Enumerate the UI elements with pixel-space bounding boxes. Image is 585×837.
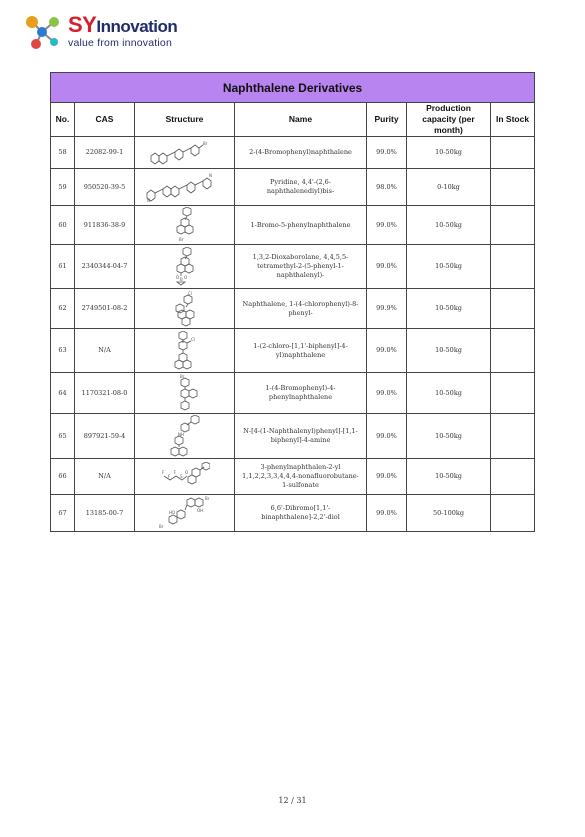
header-cas: CAS xyxy=(75,103,135,137)
row-no: 62 xyxy=(51,289,75,329)
row-purity: 99.0% xyxy=(367,459,407,495)
row-in-stock xyxy=(491,245,535,289)
svg-text:Cl: Cl xyxy=(187,290,192,296)
table-row xyxy=(51,245,535,289)
header-capacity: Production capacity (per month) xyxy=(407,103,491,137)
row-cas: 897921-59-4 xyxy=(75,414,135,459)
row-cas: 2340344-04-7 xyxy=(75,245,135,289)
svg-text:Br: Br xyxy=(178,237,183,242)
svg-text:Br: Br xyxy=(158,524,163,529)
svg-text:O: O xyxy=(175,274,179,280)
table-row xyxy=(51,495,535,532)
svg-text:Br: Br xyxy=(202,140,207,146)
logo-tagline: value from innovation xyxy=(68,37,173,49)
row-capacity: 10-50kg xyxy=(407,137,491,169)
row-purity: 99.0% xyxy=(367,495,407,532)
row-purity: 99.0% xyxy=(367,245,407,289)
row-purity: 99.0% xyxy=(367,329,407,373)
logo-wordmark xyxy=(68,14,177,38)
row-in-stock xyxy=(491,206,535,245)
row-cas: 22082-99-1 xyxy=(75,137,135,169)
row-no: 66 xyxy=(51,459,75,495)
svg-text:Br: Br xyxy=(204,496,209,501)
row-capacity: 0-10kg xyxy=(407,169,491,206)
svg-text:HO: HO xyxy=(168,510,175,515)
row-capacity: 10-50kg xyxy=(407,414,491,459)
row-cas: N/A xyxy=(75,459,135,495)
row-purity: 99.0% xyxy=(367,414,407,459)
svg-text:Cl: Cl xyxy=(190,336,195,342)
svg-text:OH: OH xyxy=(196,508,203,513)
row-capacity: 10-50kg xyxy=(407,329,491,373)
row-capacity: 10-50kg xyxy=(407,373,491,414)
header-name: Name xyxy=(235,103,367,137)
svg-text:N: N xyxy=(146,198,150,203)
row-in-stock xyxy=(491,137,535,169)
svg-text:NH: NH xyxy=(177,432,184,437)
header-structure: Structure xyxy=(135,103,235,137)
row-no: 64 xyxy=(51,373,75,414)
row-name: 1-Bromo-5-phenylnaphthalene xyxy=(235,206,367,245)
row-structure xyxy=(135,495,235,532)
row-cas: 911836-38-9 xyxy=(75,206,135,245)
row-name: Pyridine, 4,4'-(2,6-naphthalenediyl)bis- xyxy=(235,169,367,206)
chlorophenyl-naphthalene-structure xyxy=(170,291,200,327)
row-no: 60 xyxy=(51,206,75,245)
product-table xyxy=(50,72,535,532)
row-cas: N/A xyxy=(75,329,135,373)
row-in-stock xyxy=(491,289,535,329)
boronate-ester-structure xyxy=(170,247,200,287)
svg-text:N: N xyxy=(208,173,212,178)
row-structure xyxy=(135,459,235,495)
row-name: 1-(2-chloro-[1,1'-biphenyl]-4-yl)naphthalene xyxy=(235,329,367,373)
row-no: 67 xyxy=(51,495,75,532)
row-no: 59 xyxy=(51,169,75,206)
row-structure xyxy=(135,245,235,289)
svg-text:F: F xyxy=(173,469,176,475)
company-logo xyxy=(22,12,192,52)
row-structure xyxy=(135,373,235,414)
row-in-stock xyxy=(491,414,535,459)
svg-text:S: S xyxy=(179,473,183,479)
svg-text:O: O xyxy=(183,274,187,280)
row-purity: 99.0% xyxy=(367,373,407,414)
row-purity: 98.0% xyxy=(367,169,407,206)
row-capacity: 10-50kg xyxy=(407,289,491,329)
row-structure xyxy=(135,329,235,373)
chlorobiphenyl-naphthalene-structure xyxy=(169,331,201,371)
bromophenyl-phenylnaphthalene-structure xyxy=(170,374,200,412)
svg-text:B: B xyxy=(179,276,183,282)
table-row xyxy=(51,137,535,169)
header-purity: Purity xyxy=(367,103,407,137)
row-purity: 99.0% xyxy=(367,206,407,245)
header-no: No. xyxy=(51,103,75,137)
bis-pyridyl-naphthalene-structure xyxy=(143,171,227,203)
logo-innovation: Innovation xyxy=(96,17,178,36)
table-row xyxy=(51,289,535,329)
row-name: Naphthalene, 1-(4-chlorophenyl)-8-phenyl- xyxy=(235,289,367,329)
table-row xyxy=(51,206,535,245)
naphthyl-bromophenyl-structure xyxy=(145,140,225,166)
naphthylphenyl-amine-structure xyxy=(165,415,205,457)
row-cas: 950520-39-5 xyxy=(75,169,135,206)
row-structure xyxy=(135,289,235,329)
row-purity: 99.9% xyxy=(367,289,407,329)
row-structure xyxy=(135,137,235,169)
table-row xyxy=(51,373,535,414)
header-in-stock: In Stock xyxy=(491,103,535,137)
row-name: 2-(4-Bromophenyl)naphthalene xyxy=(235,137,367,169)
row-in-stock xyxy=(491,459,535,495)
row-in-stock xyxy=(491,329,535,373)
row-capacity: 10-50kg xyxy=(407,245,491,289)
row-name: 1,3,2-Dioxaborolane, 4,4,5,5-tetramethyl-2-(5-phenyl-1-naphthalenyl)- xyxy=(235,245,367,289)
row-structure xyxy=(135,206,235,245)
row-no: 63 xyxy=(51,329,75,373)
table-title: Naphthalene Derivatives xyxy=(51,73,535,103)
table-row xyxy=(51,329,535,373)
bromo-phenylnaphthalene-structure xyxy=(170,207,200,243)
logo-molecule-icon xyxy=(22,12,62,52)
svg-text:F: F xyxy=(167,473,170,479)
row-structure xyxy=(135,169,235,206)
row-cas: 13185-00-7 xyxy=(75,495,135,532)
row-in-stock xyxy=(491,495,535,532)
row-cas: 2749501-08-2 xyxy=(75,289,135,329)
row-name: N-[4-(1-Naphthalenyl)phenyl]-[1,1-biphenyl]-4-amine xyxy=(235,414,367,459)
row-cas: 1170321-08-0 xyxy=(75,373,135,414)
nonaflate-structure xyxy=(160,462,210,492)
row-capacity: 10-50kg xyxy=(407,206,491,245)
row-in-stock xyxy=(491,169,535,206)
row-name: 3-phenylnaphthalen-2-yl 1,1,2,2,3,3,4,4,4-nonafluorobutane-1-sulfonate xyxy=(235,459,367,495)
row-structure xyxy=(135,414,235,459)
row-in-stock xyxy=(491,373,535,414)
row-no: 65 xyxy=(51,414,75,459)
row-name: 6,6'-Dibromo[1,1'-binaphthalene]-2,2'-diol xyxy=(235,495,367,532)
row-purity: 99.0% xyxy=(367,137,407,169)
svg-text:O: O xyxy=(184,469,188,475)
row-name: 1-(4-Bromophenyl)-4-phenylnaphthalene xyxy=(235,373,367,414)
row-no: 61 xyxy=(51,245,75,289)
table-row xyxy=(51,459,535,495)
dibromo-binaphthol-structure xyxy=(157,496,213,530)
logo-sy: SY xyxy=(68,12,97,37)
row-capacity: 50-100kg xyxy=(407,495,491,532)
row-no: 58 xyxy=(51,137,75,169)
table-row xyxy=(51,414,535,459)
svg-text:F: F xyxy=(161,469,164,475)
svg-text:Br: Br xyxy=(179,374,184,379)
row-capacity: 10-50kg xyxy=(407,459,491,495)
table-row xyxy=(51,169,535,206)
page-number: 12 / 31 xyxy=(278,796,307,805)
